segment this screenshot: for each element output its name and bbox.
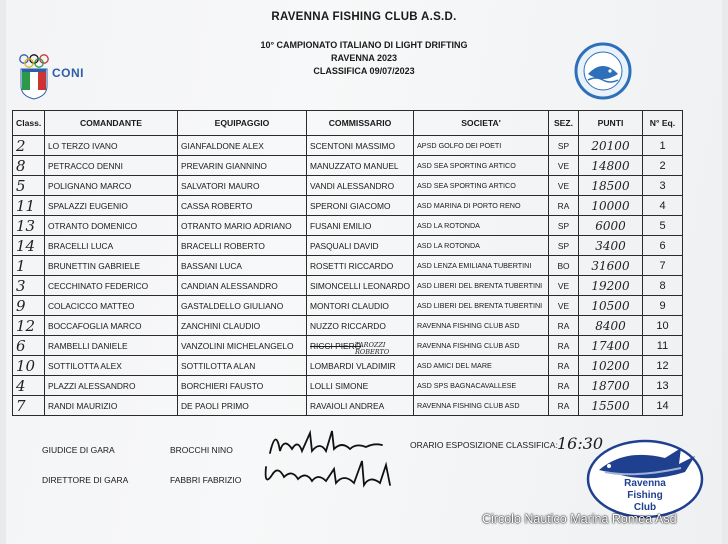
- points-cell: 20100: [579, 136, 643, 156]
- points-cell: 3400: [579, 236, 643, 256]
- olympic-rings-icon: [18, 52, 50, 100]
- table-row: [13, 216, 683, 236]
- coni-label: CONI: [52, 66, 84, 80]
- table-row: [13, 296, 683, 316]
- col-equipaggio: EQUIPAGGIO: [178, 111, 307, 136]
- societa-cell: ASD AMICI DEL MARE: [414, 356, 549, 376]
- comandante-cell: BRUNETTIN GABRIELE: [45, 256, 178, 276]
- equipaggio-cell: BRACELLI ROBERTO: [178, 236, 307, 256]
- team-number-cell: 11: [643, 336, 683, 356]
- table-row: [13, 256, 683, 276]
- points-cell: 10000: [579, 196, 643, 216]
- points-cell: 31600: [579, 256, 643, 276]
- standings-title: CLASSIFICA 09/07/2023: [313, 66, 415, 76]
- col-comandante: COMANDANTE: [45, 111, 178, 136]
- table-row: [13, 336, 683, 356]
- points-cell: 10500: [579, 296, 643, 316]
- equipaggio-cell: CASSA ROBERTO: [178, 196, 307, 216]
- federation-seal-icon: [574, 42, 632, 100]
- col-sez: SEZ.: [549, 111, 579, 136]
- sez-cell: RA: [549, 356, 579, 376]
- societa-cell: ASD LENZA EMILIANA TUBERTINI: [414, 256, 549, 276]
- societa-cell: ASD LA ROTONDA: [414, 236, 549, 256]
- col-punti: PUNTI: [579, 111, 643, 136]
- societa-cell: ASD LIBERI DEL BRENTA TUBERTINI: [414, 296, 549, 316]
- rank-cell: 4: [13, 376, 45, 396]
- fishing-club-line2: Fishing: [627, 490, 663, 501]
- commissario-cell: MONTORI CLAUDIO: [307, 296, 414, 316]
- equipaggio-cell: OTRANTO MARIO ADRIANO: [178, 216, 307, 236]
- sez-cell: BO: [549, 256, 579, 276]
- sez-cell: SP: [549, 236, 579, 256]
- sez-cell: SP: [549, 216, 579, 236]
- rank-cell: 10: [13, 356, 45, 376]
- commissario-cell: SIMONCELLI LEONARDO: [307, 276, 414, 296]
- sez-cell: VE: [549, 156, 579, 176]
- team-number-cell: 10: [643, 316, 683, 336]
- points-cell: 14800: [579, 156, 643, 176]
- equipaggio-cell: GASTALDELLO GIULIANO: [178, 296, 307, 316]
- giudice-name: BROCCHI NINO: [170, 445, 233, 455]
- sez-cell: VE: [549, 296, 579, 316]
- sez-cell: RA: [549, 316, 579, 336]
- societa-cell: ASD MARINA DI PORTO RENO: [414, 196, 549, 216]
- equipaggio-cell: SALVATORI MAURO: [178, 176, 307, 196]
- rank-cell: 13: [13, 216, 45, 236]
- sez-cell: VE: [549, 176, 579, 196]
- team-number-cell: 9: [643, 296, 683, 316]
- table-row: [13, 356, 683, 376]
- points-cell: 17400: [579, 336, 643, 356]
- rank-cell: 3: [13, 276, 45, 296]
- comandante-cell: RAMBELLI DANIELE: [45, 336, 178, 356]
- rank-cell: 8: [13, 156, 45, 176]
- comandante-cell: SPALAZZI EUGENIO: [45, 196, 178, 216]
- table-row: [13, 236, 683, 256]
- comandante-cell: CECCHINATO FEDERICO: [45, 276, 178, 296]
- points-cell: 8400: [579, 316, 643, 336]
- rank-cell: 1: [13, 256, 45, 276]
- orario-value: 16:30: [557, 434, 604, 453]
- team-number-cell: 12: [643, 356, 683, 376]
- societa-cell: RAVENNA FISHING CLUB ASD: [414, 396, 549, 416]
- col-neq: N° Eq.: [643, 111, 683, 136]
- championship-title: 10° CAMPIONATO ITALIANO DI LIGHT DRIFTING: [260, 40, 468, 50]
- team-number-cell: 14: [643, 396, 683, 416]
- team-number-cell: 2: [643, 156, 683, 176]
- commissario-cell: RAVAIOLI ANDREA: [307, 396, 414, 416]
- rank-cell: 5: [13, 176, 45, 196]
- comandante-cell: PETRACCO DENNI: [45, 156, 178, 176]
- giudice-label: GIUDICE DI GARA: [42, 445, 115, 455]
- points-cell: 18700: [579, 376, 643, 396]
- team-number-cell: 6: [643, 236, 683, 256]
- fishing-club-logo: [585, 438, 705, 520]
- commissario-cell: VANDI ALESSANDRO: [307, 176, 414, 196]
- comandante-cell: LO TERZO IVANO: [45, 136, 178, 156]
- team-number-cell: 5: [643, 216, 683, 236]
- col-commissario: COMMISSARIO: [307, 111, 414, 136]
- club-title: RAVENNA FISHING CLUB A.S.D.: [271, 11, 457, 23]
- col-class: Class.: [13, 111, 45, 136]
- table-row: [13, 376, 683, 396]
- equipaggio-cell: CANDIAN ALESSANDRO: [178, 276, 307, 296]
- table-row: [13, 196, 683, 216]
- table-row: [13, 176, 683, 196]
- signatures-icon: [262, 425, 422, 495]
- team-number-cell: 3: [643, 176, 683, 196]
- comandante-cell: POLIGNANO MARCO: [45, 176, 178, 196]
- societa-cell: ASD SEA SPORTING ARTICO: [414, 156, 549, 176]
- team-number-cell: 8: [643, 276, 683, 296]
- commissario-cell: RICCI PIERO: [307, 336, 414, 356]
- table-row: [13, 136, 683, 156]
- comandante-cell: OTRANTO DOMENICO: [45, 216, 178, 236]
- commissario-cell: ROSETTI RICCARDO: [307, 256, 414, 276]
- orario-label: ORARIO ESPOSIZIONE CLASSIFICA:: [410, 440, 558, 450]
- table-row: [13, 316, 683, 336]
- comandante-cell: RANDI MAURIZIO: [45, 396, 178, 416]
- sez-cell: SP: [549, 136, 579, 156]
- equipaggio-cell: VANZOLINI MICHELANGELO: [178, 336, 307, 356]
- rank-cell: 2: [13, 136, 45, 156]
- venue-title: RAVENNA 2023: [330, 53, 398, 63]
- table-row: [13, 156, 683, 176]
- commissario-cell: LOMBARDI VLADIMIR: [307, 356, 414, 376]
- table-header-row: [13, 111, 683, 136]
- team-number-cell: 1: [643, 136, 683, 156]
- sez-cell: RA: [549, 196, 579, 216]
- table-row: [13, 276, 683, 296]
- direttore-label: DIRETTORE DI GARA: [42, 475, 129, 485]
- team-number-cell: 13: [643, 376, 683, 396]
- equipaggio-cell: DE PAOLI PRIMO: [178, 396, 307, 416]
- societa-cell: APSD GOLFO DEI POETI: [414, 136, 549, 156]
- comandante-cell: BOCCAFOGLIA MARCO: [45, 316, 178, 336]
- rank-cell: 9: [13, 296, 45, 316]
- societa-cell: ASD LIBERI DEL BRENTA TUBERTINI: [414, 276, 549, 296]
- photo-caption: Circolo Nautico Marina Romea Asd: [482, 512, 677, 526]
- commissario-cell: NUZZO RICCARDO: [307, 316, 414, 336]
- commissario-cell: LOLLI SIMONE: [307, 376, 414, 396]
- commissario-cell: SPERONI GIACOMO: [307, 196, 414, 216]
- comandante-cell: BRACELLI LUCA: [45, 236, 178, 256]
- rank-cell: 11: [13, 196, 45, 216]
- commissario-cell: FUSANI EMILIO: [307, 216, 414, 236]
- societa-cell: ASD LA ROTONDA: [414, 216, 549, 236]
- equipaggio-cell: GIANFALDONE ALEX: [178, 136, 307, 156]
- sez-cell: RA: [549, 396, 579, 416]
- points-cell: 10200: [579, 356, 643, 376]
- commissario-cell: SCENTONI MASSIMO: [307, 136, 414, 156]
- results-table: [12, 110, 683, 416]
- points-cell: 15500: [579, 396, 643, 416]
- comandante-cell: COLACICCO MATTEO: [45, 296, 178, 316]
- table-row: [13, 396, 683, 416]
- points-cell: 18500: [579, 176, 643, 196]
- fishing-club-line1: Ravenna: [624, 478, 666, 489]
- points-cell: 19200: [579, 276, 643, 296]
- societa-cell: ASD SPS BAGNACAVALLESE: [414, 376, 549, 396]
- societa-cell: RAVENNA FISHING CLUB ASD: [414, 336, 549, 356]
- equipaggio-cell: SOTTILOTTA ALAN: [178, 356, 307, 376]
- commissario-cell: PASQUALI DAVID: [307, 236, 414, 256]
- societa-cell: RAVENNA FISHING CLUB ASD: [414, 316, 549, 336]
- rank-cell: 6: [13, 336, 45, 356]
- correction-note: TAROZZI ROBERTO: [355, 341, 390, 356]
- coni-logo: [18, 52, 84, 105]
- fishing-club-line3: Club: [633, 502, 657, 513]
- equipaggio-cell: BASSANI LUCA: [178, 256, 307, 276]
- team-number-cell: 4: [643, 196, 683, 216]
- sez-cell: RA: [549, 336, 579, 356]
- equipaggio-cell: ZANCHINI CLAUDIO: [178, 316, 307, 336]
- rank-cell: 12: [13, 316, 45, 336]
- sez-cell: RA: [549, 376, 579, 396]
- equipaggio-cell: PREVARIN GIANNINO: [178, 156, 307, 176]
- rank-cell: 7: [13, 396, 45, 416]
- rank-cell: 14: [13, 236, 45, 256]
- comandante-cell: PLAZZI ALESSANDRO: [45, 376, 178, 396]
- sez-cell: VE: [549, 276, 579, 296]
- commissario-cell: MANUZZATO MANUEL: [307, 156, 414, 176]
- direttore-name: FABBRI FABRIZIO: [170, 475, 242, 485]
- equipaggio-cell: BORCHIERI FAUSTO: [178, 376, 307, 396]
- col-societa: SOCIETA': [414, 111, 549, 136]
- team-number-cell: 7: [643, 256, 683, 276]
- comandante-cell: SOTTILOTTA ALEX: [45, 356, 178, 376]
- societa-cell: ASD SEA SPORTING ARTICO: [414, 176, 549, 196]
- points-cell: 6000: [579, 216, 643, 236]
